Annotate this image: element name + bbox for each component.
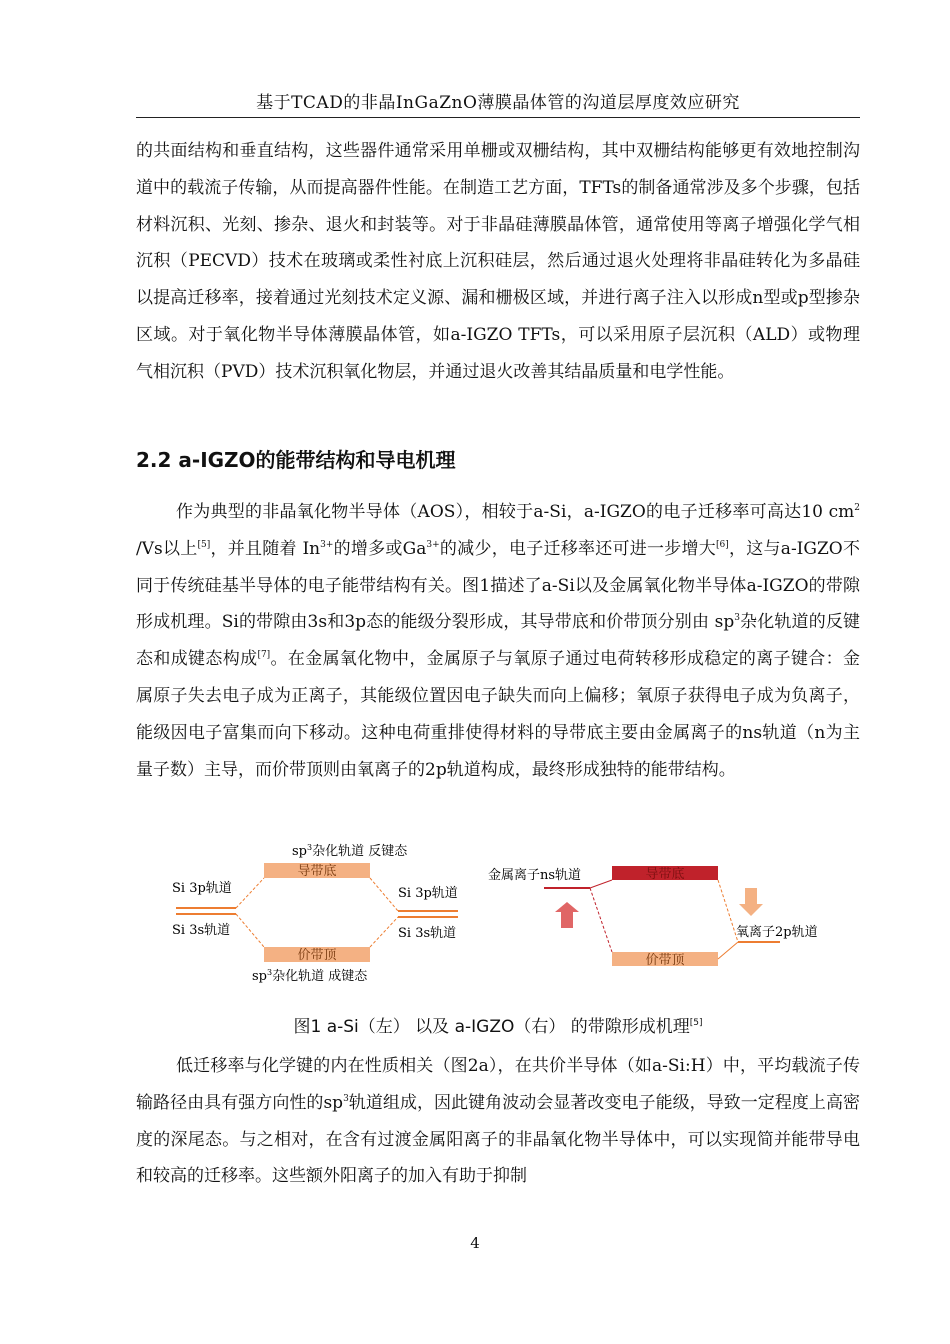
oxygen-2p-label: 氧离子2p轨道 xyxy=(736,925,818,940)
running-header: 基于TCAD的非晶InGaZnO薄膜晶体管的沟道层厚度效应研究 xyxy=(256,93,740,113)
section-title: 2.2 a-IGZO的能带结构和导电机理 xyxy=(136,448,456,472)
left-si3p-label: Si 3p轨道 xyxy=(172,881,232,896)
citation-6: [6] xyxy=(716,539,729,550)
right-dash-3 xyxy=(718,880,738,942)
arrow-up-icon xyxy=(555,902,579,928)
p2-text-7: 杂化轨道的反键态和成键态构成 xyxy=(136,612,860,670)
p2-sup-ga: 3+ xyxy=(426,539,440,550)
left-dash-4 xyxy=(370,917,398,947)
right-vb-label: 价带顶 xyxy=(645,953,685,968)
p2-text-3: ，并且随着 In xyxy=(210,538,321,559)
left-dash-2 xyxy=(236,914,264,947)
p2-text-2: /Vs以上 xyxy=(136,538,198,559)
p2-text-8: 。在金属氧化物中，金属原子与氧原子通过电荷转移形成稳定的离子键合：金属原子失去电子成为正离子，其能级位置因电子缺失而向上偏移；氧原子获得电子成为负离子，能级因电子富集而向下移动。这种电荷重排使得材料的导带底主要由金属离子的ns轨道（n为主量子数）主导，而价带顶则由氧离子的2p轨道构成，最终形成独特的能带结构。 xyxy=(136,649,861,780)
left-vb-label: 价带顶 xyxy=(297,948,337,963)
citation-5: [5] xyxy=(197,539,211,550)
p2-text-4: 的增多或Ga xyxy=(333,538,427,559)
paragraph-3 xyxy=(136,1048,860,1195)
left-dash-1 xyxy=(236,878,264,908)
a-igzo-diagram xyxy=(488,866,818,968)
left-top-label: $sp^3$杂化轨道 反键态 xyxy=(292,843,408,859)
band-gap-figure xyxy=(160,836,840,986)
left-cb-label: 导带底 xyxy=(297,864,337,879)
a-si-diagram xyxy=(172,843,458,984)
page-number: 4 xyxy=(470,1234,480,1252)
figure-caption xyxy=(136,1012,860,1037)
p3-sup: 3 xyxy=(343,1093,349,1104)
citation-7: [7] xyxy=(257,650,271,661)
right-line-4 xyxy=(718,942,738,959)
left-bottom-label: $sp^3$杂化轨道 成键态 xyxy=(252,968,368,984)
p2-text-1: 作为典型的非晶氧化物半导体（AOS），相较于a-Si，a-IGZO的电子迁移率可高达10 cm xyxy=(176,502,855,522)
p3-text-1: 低迁移率与化学键的内在性质相关（图2a），在共价半导体（如a-Si:H）中，平均载流子传输路径由具有强方向性的sp xyxy=(136,1056,860,1113)
left-si3s-label: Si 3s轨道 xyxy=(172,923,231,938)
p2-sup-1: 2 xyxy=(854,503,860,513)
right-line-1 xyxy=(590,880,612,888)
caption-text: 图1 a-Si（左） 以及 a-IGZO（右） 的带隙形成机理 xyxy=(293,1017,690,1037)
paragraph-1: 的共面结构和垂直结构，这些器件通常采用单栅或双栅结构，其中双栅结构能够更有效地控制沟道中的载流子传输，从而提高器件性能。在制造工艺方面，TFTs的制备通常涉及多个步骤，包括材料沉积、光刻、掺杂、退火和封装等。对于非晶硅薄膜晶体管，通常使用等离子增强化学气相沉积（PECVD）技术在玻璃或柔性衬底上沉积硅层，然后通过退火处理将非晶硅转化为多晶硅以提高迁移率，接着通过光刻技术定义源、漏和栅极区域，并进行离子注入以形成n型或p型掺杂区域。对于氧化物半导体薄膜晶体管，如a-IGZO TFTs，可以采用原子层沉积（ALD）或物理气相沉积（PVD）技术沉积氧化物层，并通过退火改善其结晶质量和电学性能。 xyxy=(136,141,860,382)
left-dash-3 xyxy=(370,878,398,911)
right-si3p-label: Si 3p轨道 xyxy=(398,886,458,901)
right-cb-label: 导带底 xyxy=(645,867,685,882)
arrow-down-icon xyxy=(739,888,763,916)
caption-citation: [5] xyxy=(689,1018,703,1028)
right-dash-2 xyxy=(590,888,612,952)
p3-text-2: 轨道组成，因此键角波动会显著改变电子能级，导致一定程度上高密度的深尾态。与之相对，在含有过渡金属阳离子的非晶氧化物半导体中，可以实现简并能带导电和较高的迁移率。这些额外阳离子的加入有助于抑制 xyxy=(136,1092,861,1187)
header-rule xyxy=(136,117,860,118)
p2-text-6: ，这与a-IGZO不同于传统硅基半导体的电子能带结构有关。图1描述了a-Si以及金属氧化物半导体a-IGZO的带隙形成机理。Si的带隙由3s和3p态的能级分裂形成，其导带底和价带顶分别由 sp xyxy=(136,538,860,633)
right-si3s-label: Si 3s轨道 xyxy=(398,926,457,941)
paragraph-2 xyxy=(136,494,860,788)
p2-text-5: 的减少，电子迁移率还可进一步增大 xyxy=(439,538,717,559)
p2-sup-in: 3+ xyxy=(320,539,334,550)
metal-ns-label: 金属离子ns轨道 xyxy=(488,868,582,883)
p2-sup-sp3: 3 xyxy=(734,613,740,624)
